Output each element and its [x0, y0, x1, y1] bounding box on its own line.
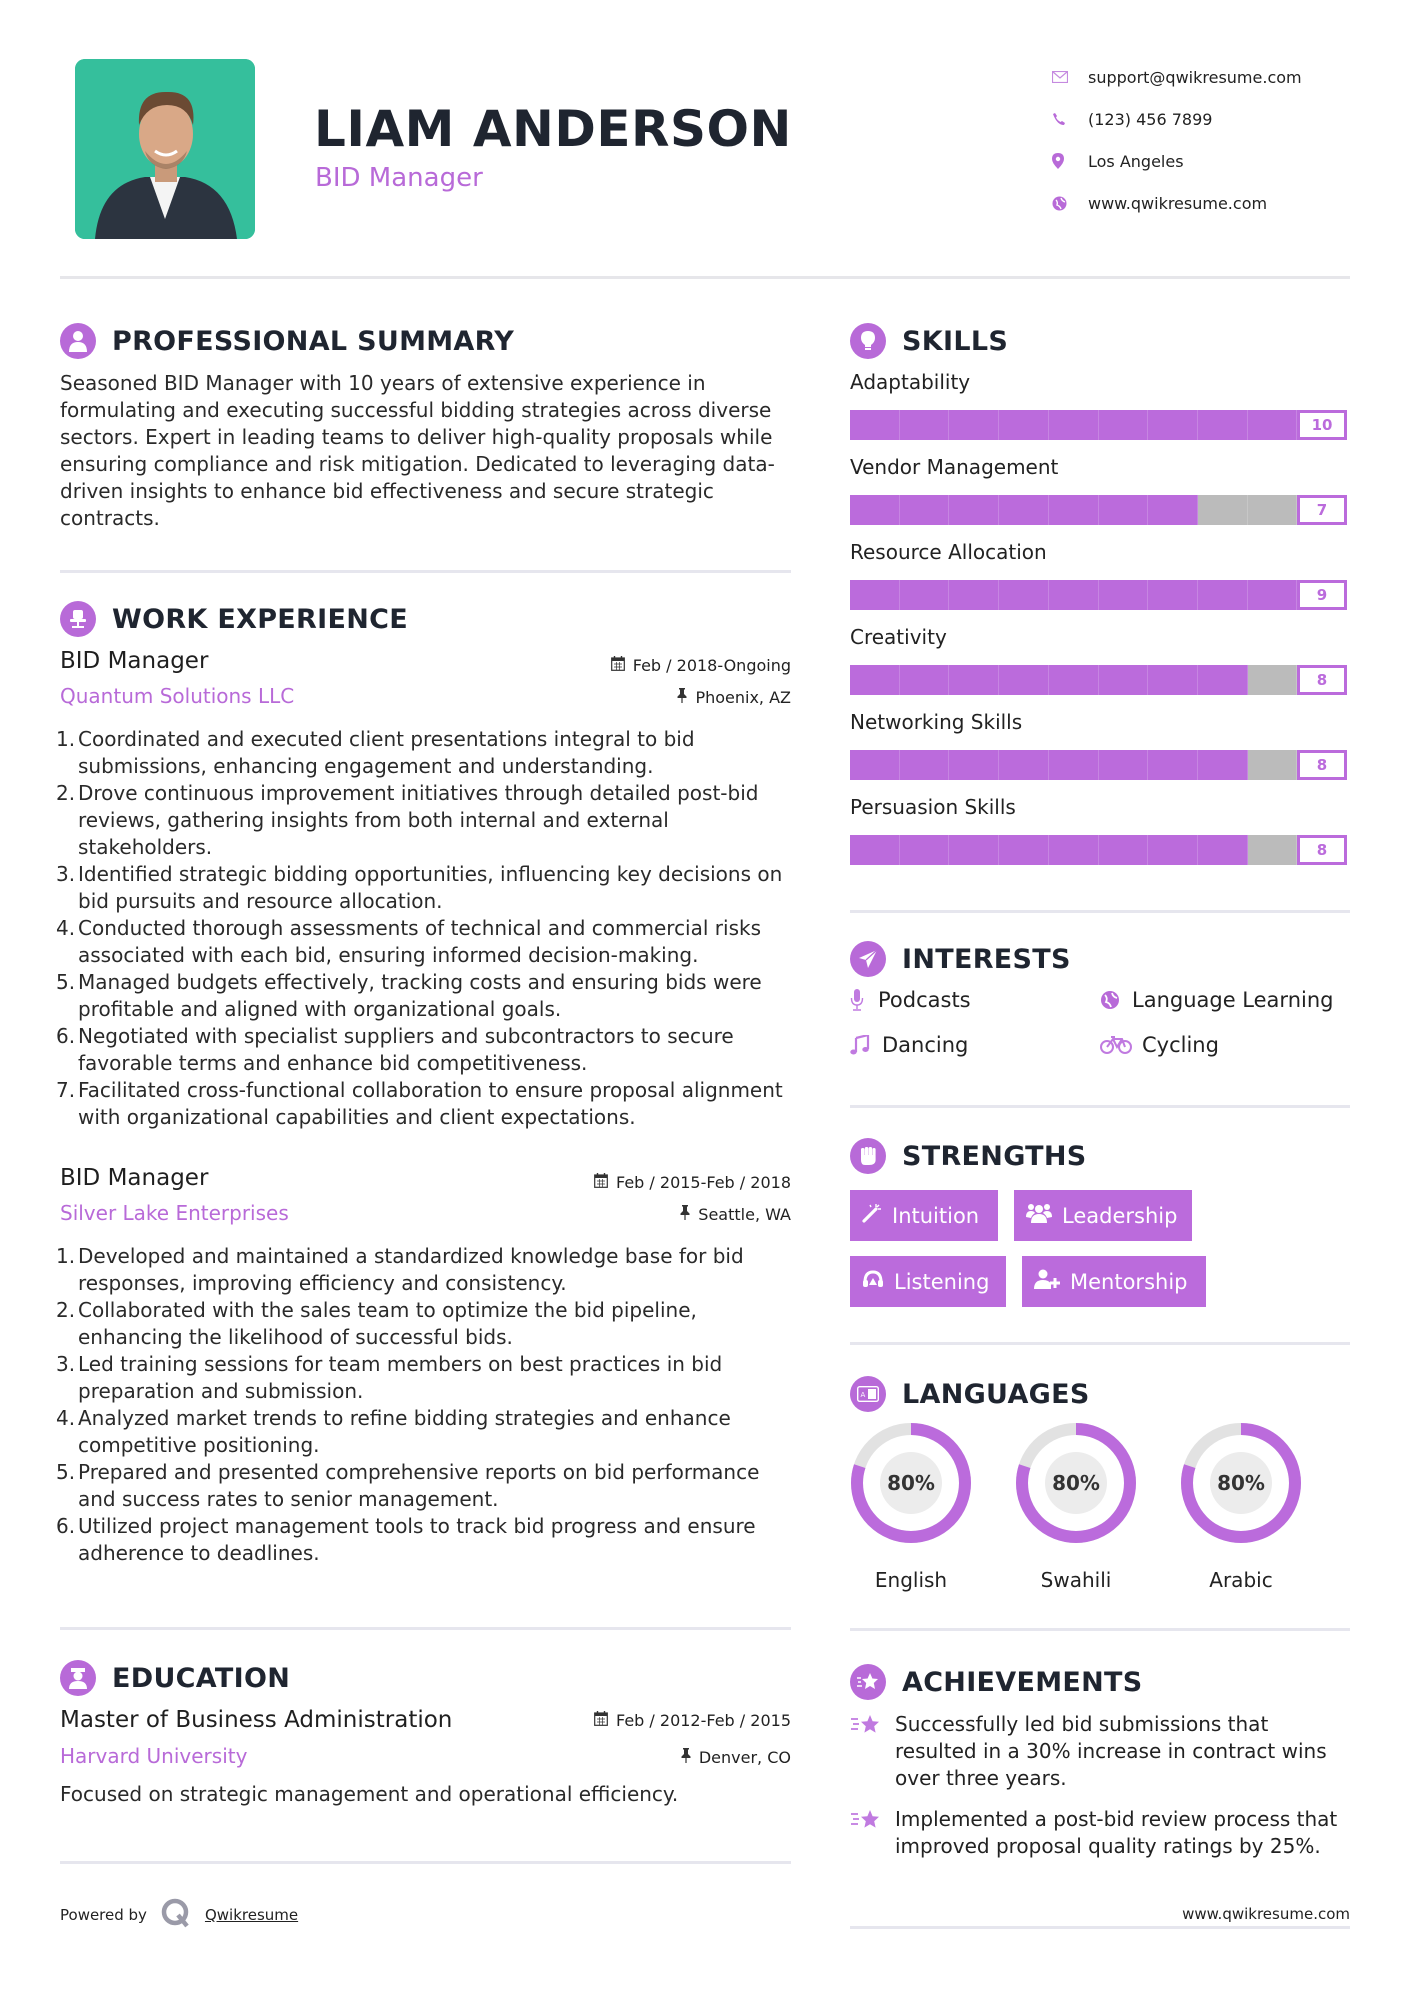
lightbulb-icon — [850, 323, 886, 359]
skill-name: Creativity — [850, 625, 947, 649]
bullet-item: 5. Prepared and presented comprehensive reports on bid performance and success rates to senior management. — [56, 1460, 760, 1511]
shooting-star-icon — [850, 1806, 895, 1860]
globe-icon — [1100, 990, 1128, 1010]
skill-value-badge: 9 — [1297, 580, 1347, 610]
skill-bar-segment — [900, 410, 950, 440]
strength-label: Intuition — [892, 1203, 980, 1228]
interest-label: Dancing — [882, 1033, 969, 1057]
shooting-star-icon — [850, 1711, 895, 1792]
summary-text: Seasoned BID Manager with 10 years of extensive experience in formulating and executing successful bidding strategies across diverse sectors. Expert in leading teams to deliver high-quality proposals while ensuring compliance and risk mitigation. Dedicated to leveraging data-driven insights to enhance bid effectiveness and secure strategic contracts. — [60, 371, 775, 530]
language-donut-chart — [1180, 1422, 1302, 1544]
education-dates-text: Feb / 2012-Feb / 2015 — [616, 1711, 791, 1730]
company-name: Silver Lake Enterprises — [60, 1201, 289, 1225]
pushpin-icon — [681, 1748, 691, 1767]
skills-title: SKILLS — [902, 325, 1009, 357]
skill-rating-bar — [850, 835, 1347, 865]
user-plus-icon — [1034, 1269, 1060, 1294]
contact-location-text: Los Angeles — [1088, 151, 1184, 171]
bicycle-icon — [1100, 1036, 1142, 1054]
skill-bar-segment — [999, 665, 1049, 695]
bullet-item: 2. Collaborated with the sales team to optimize the bid pipeline, enhancing the likelihood of successful bids. — [56, 1298, 697, 1349]
skill-bar-segment — [1049, 495, 1099, 525]
interests-heading — [850, 941, 1071, 977]
strength-badge — [850, 1256, 1006, 1307]
skill-value-badge: 8 — [1297, 665, 1347, 695]
skill-bar-segment — [1049, 750, 1099, 780]
skill-bar-segment — [1099, 410, 1149, 440]
bullet-item: 1. Developed and maintained a standardized knowledge base for bid responses, improving efficiency and consistency. — [56, 1244, 744, 1295]
calendar-icon — [611, 656, 625, 675]
strengths-heading — [850, 1138, 1087, 1174]
skill-name: Persuasion Skills — [850, 795, 1016, 819]
skill-bar-segment — [850, 750, 900, 780]
skill-bar-segment — [949, 835, 999, 865]
headphones-icon — [862, 1269, 884, 1294]
skill-bar-segment — [1049, 410, 1099, 440]
skill-bar-segment — [1148, 580, 1198, 610]
strength-badge — [850, 1190, 998, 1241]
skill-rating-bar — [850, 495, 1347, 525]
skill-bar-segment — [1198, 580, 1248, 610]
interest-item — [850, 1033, 968, 1057]
languages-heading — [850, 1376, 1090, 1412]
skill-bar-segment — [1099, 835, 1149, 865]
strengths-title: STRENGTHS — [902, 1140, 1087, 1172]
skill-bar-segment — [949, 750, 999, 780]
job-title: BID Manager — [60, 1165, 209, 1191]
skill-bar-segment — [1099, 580, 1149, 610]
interest-item — [1100, 1033, 1219, 1057]
skill-name: Adaptability — [850, 370, 971, 394]
achievement-text: Implemented a post-bid review process that improved proposal quality ratings by 25%. — [895, 1807, 1338, 1858]
skill-bar-segment — [1248, 750, 1298, 780]
contact-phone-text: (123) 456 7899 — [1088, 109, 1213, 129]
achievement-item — [850, 1806, 1350, 1860]
bullet-item: 6. Utilized project management tools to track bid progress and ensure adherence to deadlines. — [56, 1514, 756, 1565]
languages-title: LANGUAGES — [902, 1378, 1090, 1410]
language-percent: 80% — [1210, 1452, 1272, 1514]
language-donut-chart — [850, 1422, 972, 1544]
section-divider — [850, 1342, 1350, 1345]
skill-bar-segment — [850, 495, 900, 525]
job-dates — [594, 1173, 791, 1192]
strength-badge — [1022, 1256, 1206, 1307]
bullet-item: 4. Analyzed market trends to refine bidding strategies and enhance competitive positioning. — [56, 1406, 731, 1457]
education-location-text: Denver, CO — [698, 1748, 791, 1767]
skills-heading — [850, 323, 1008, 359]
skill-rating-bar — [850, 580, 1347, 610]
strength-label: Listening — [894, 1269, 990, 1294]
skill-value-badge: 8 — [1297, 750, 1347, 780]
education-heading — [60, 1660, 290, 1696]
bullet-item: 3. Led training sessions for team members on best practices in bid preparation and submission. — [56, 1352, 723, 1403]
job-dates — [611, 656, 791, 675]
language-name: Arabic — [1209, 1568, 1273, 1592]
language-item — [1180, 1422, 1302, 1592]
company-name: Quantum Solutions LLC — [60, 684, 295, 708]
powered-by-text: Powered by — [60, 1906, 147, 1924]
job-dates-text: Feb / 2015-Feb / 2018 — [616, 1173, 791, 1192]
candidate-title: BID Manager — [315, 163, 483, 193]
skill-bar-segment — [999, 580, 1049, 610]
section-divider — [850, 1926, 1350, 1929]
achievement-text: Successfully led bid submissions that resulted in a 30% increase in contract wins over three years. — [895, 1712, 1327, 1790]
calendar-icon — [594, 1173, 608, 1192]
skill-rating-bar — [850, 410, 1347, 440]
bullet-item: 1. Coordinated and executed client presentations integral to bid submissions, enhancing engagement and understanding. — [56, 727, 695, 778]
skill-rating-bar — [850, 665, 1347, 695]
skill-bar-segment — [949, 495, 999, 525]
language-name: English — [874, 1568, 948, 1592]
skill-bar-segment — [999, 835, 1049, 865]
svg-text:A: A — [860, 1391, 866, 1399]
users-icon — [1026, 1203, 1052, 1228]
star-badge-icon — [850, 1664, 886, 1700]
job-location — [680, 1205, 791, 1224]
skill-bar-segment — [850, 410, 900, 440]
bullet-item: 3. Identified strategic bidding opportunities, influencing key decisions on bid pursuits and resource allocation. — [56, 862, 783, 913]
section-divider — [60, 1861, 791, 1864]
skill-bar-segment — [1248, 665, 1298, 695]
skill-bar-segment — [949, 580, 999, 610]
school-name: Harvard University — [60, 1744, 248, 1768]
right-column — [850, 0, 1350, 1990]
left-column — [56, 0, 791, 1990]
skill-name: Vendor Management — [850, 455, 1059, 479]
user-icon — [60, 323, 96, 359]
skill-bar-segment — [1248, 410, 1298, 440]
job-location — [677, 688, 791, 707]
education-dates — [594, 1711, 791, 1730]
interest-item — [1100, 988, 1333, 1012]
section-divider — [60, 570, 791, 573]
skill-rating-bar — [850, 750, 1347, 780]
experience-heading — [60, 601, 408, 637]
bullet-item: 5. Managed budgets effectively, tracking costs and ensuring bids were profitable and aligned with organizational goals. — [56, 970, 762, 1021]
skill-bar-segment — [900, 750, 950, 780]
calendar-icon — [594, 1711, 608, 1730]
job-bullets — [56, 726, 791, 1131]
education-location — [681, 1748, 791, 1767]
skill-bar-segment — [900, 665, 950, 695]
skill-bar-segment — [1248, 835, 1298, 865]
skill-bar-segment — [1198, 835, 1248, 865]
office-chair-icon — [60, 601, 96, 637]
summary-heading — [60, 323, 514, 359]
interest-label: Podcasts — [878, 988, 971, 1012]
section-divider — [850, 910, 1350, 913]
paper-plane-icon — [850, 941, 886, 977]
pushpin-icon — [680, 1205, 690, 1224]
contact-website-text: www.qwikresume.com — [1088, 193, 1268, 213]
skill-bar-segment — [1099, 495, 1149, 525]
skill-name: Resource Allocation — [850, 540, 1047, 564]
skill-bar-segment — [850, 835, 900, 865]
skill-bar-segment — [900, 835, 950, 865]
achievement-item — [850, 1711, 1350, 1792]
skill-bar-segment — [1198, 750, 1248, 780]
skill-bar-segment — [949, 410, 999, 440]
skill-bar-segment — [999, 495, 1049, 525]
footer-powered-by — [60, 1898, 298, 1932]
microphone-icon — [850, 989, 878, 1011]
skill-value-badge: 8 — [1297, 835, 1347, 865]
skill-bar-segment — [1049, 580, 1099, 610]
skill-bar-segment — [1148, 750, 1198, 780]
fist-icon — [850, 1138, 886, 1174]
skill-bar-segment — [1198, 495, 1248, 525]
skill-bar-segment — [900, 580, 950, 610]
job-dates-text: Feb / 2018-Ongoing — [632, 656, 791, 675]
education-title: EDUCATION — [112, 1662, 291, 1694]
language-name: Swahili — [1040, 1568, 1112, 1592]
skill-bar-segment — [1049, 665, 1099, 695]
pushpin-icon — [677, 688, 687, 707]
strength-label: Leadership — [1062, 1203, 1178, 1228]
language-donut-chart — [1015, 1422, 1137, 1544]
skill-bar-segment — [850, 580, 900, 610]
contact-email-text: support@qwikresume.com — [1088, 67, 1302, 87]
qwikresume-link[interactable]: Qwikresume — [204, 1906, 299, 1924]
magic-wand-icon — [862, 1203, 882, 1228]
language-percent: 80% — [1045, 1452, 1107, 1514]
skill-value-badge: 7 — [1297, 495, 1347, 525]
skill-bar-segment — [999, 410, 1049, 440]
qwikresume-logo-icon — [161, 1898, 191, 1932]
skill-bar-segment — [1148, 835, 1198, 865]
section-divider — [60, 1627, 791, 1630]
skill-bar-segment — [1099, 665, 1149, 695]
language-item — [1015, 1422, 1137, 1592]
section-divider — [850, 1628, 1350, 1631]
bullet-item: 2. Drove continuous improvement initiatives through detailed post-bid reviews, gathering insights from both internal and external stakeholders. — [56, 781, 759, 859]
interest-item — [850, 988, 971, 1012]
candidate-name: LIAM ANDERSON — [314, 100, 792, 158]
skill-bar-segment — [850, 665, 900, 695]
job-title: BID Manager — [60, 648, 209, 674]
skill-bar-segment — [1148, 410, 1198, 440]
section-divider — [850, 1105, 1350, 1108]
skill-value-badge: 10 — [1297, 410, 1347, 440]
translate-icon — [850, 1376, 886, 1412]
footer-website[interactable]: www.qwikresume.com — [1182, 1905, 1350, 1923]
strength-badge — [1014, 1190, 1192, 1241]
interest-label: Language Learning — [1132, 988, 1334, 1012]
strength-label: Mentorship — [1070, 1269, 1188, 1294]
achievements-heading — [850, 1664, 1143, 1700]
skill-bar-segment — [1049, 835, 1099, 865]
skill-bar-segment — [1148, 495, 1198, 525]
skill-name: Networking Skills — [850, 710, 1023, 734]
job-bullets — [56, 1243, 791, 1567]
job-location-text: Phoenix, AZ — [695, 688, 791, 707]
summary-title: PROFESSIONAL SUMMARY — [112, 325, 515, 357]
bullet-item: 7. Facilitated cross-functional collaboration to ensure proposal alignment with organizational capabilities and client expectations. — [56, 1078, 783, 1129]
skill-bar-segment — [1198, 410, 1248, 440]
skill-bar-segment — [999, 750, 1049, 780]
bullet-item: 4. Conducted thorough assessments of technical and commercial risks associated with each bid, ensuring informed decision-making. — [56, 916, 761, 967]
skill-bar-segment — [949, 665, 999, 695]
skill-bar-segment — [1248, 580, 1298, 610]
job-location-text: Seattle, WA — [698, 1205, 791, 1224]
experience-title: WORK EXPERIENCE — [112, 603, 408, 635]
language-percent: 80% — [880, 1452, 942, 1514]
interests-title: INTERESTS — [902, 943, 1071, 975]
skill-bar-segment — [1099, 750, 1149, 780]
skill-bar-segment — [1198, 665, 1248, 695]
skill-bar-segment — [1148, 665, 1198, 695]
degree-title: Master of Business Administration — [60, 1707, 453, 1733]
skill-bar-segment — [900, 495, 950, 525]
bullet-item: 6. Negotiated with specialist suppliers and subcontractors to secure favorable terms and enhance bid competitiveness. — [56, 1024, 734, 1075]
skill-bar-segment — [1248, 495, 1298, 525]
music-note-icon — [850, 1035, 878, 1055]
language-item — [850, 1422, 972, 1592]
education-description: Focused on strategic management and operational efficiency. — [60, 1782, 679, 1806]
interest-label: Cycling — [1142, 1033, 1219, 1057]
achievements-title: ACHIEVEMENTS — [902, 1666, 1143, 1698]
graduate-icon — [60, 1660, 96, 1696]
